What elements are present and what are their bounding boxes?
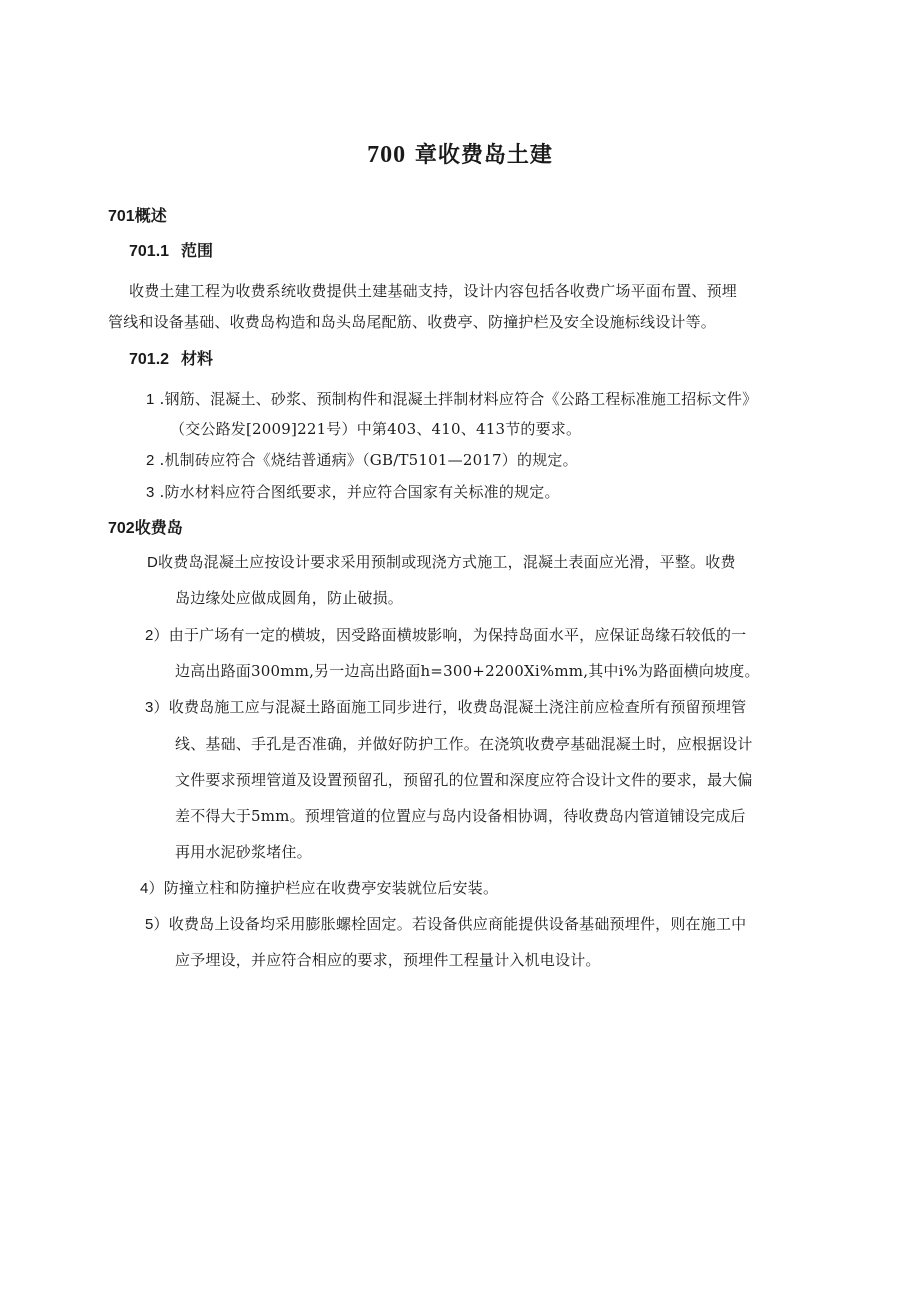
toll-island-item-3-continuation: 再用水泥砂浆堵住。 [175,843,312,861]
list-item-text: 由于广场有一定的横坡，因受路面横坡影响，为保持岛面水平，应保证岛缘石较低的一 [168,626,747,644]
section-701-heading [108,203,167,226]
materials-item-3 [146,481,560,502]
list-marker: 4） [140,880,164,897]
toll-island-item-1 [147,551,736,572]
toll-island-item-3-continuation: 文件要求预埋管道及设置预留孔，预留孔的位置和深度应符合设计文件的要求，最大偏 [175,771,753,789]
toll-island-item-3-continuation: 线、基础、手孔是否准确，并做好防护工作。在浇筑收费亭基础混凝土时，应根据设计 [175,735,753,753]
list-marker: 3 [146,484,155,501]
toll-island-item-2-continuation: 边高出路面300mm,另一边高出路面h=300+2200Xi%mm,其中i%为路面横向坡度。 [175,662,760,680]
list-marker: 1 [146,391,155,408]
chapter-title: 章收费岛土建 [414,142,553,168]
subsection-title: 材料 [181,349,214,368]
subsection-number: 701.1 [129,243,170,260]
section-702-heading [108,515,183,538]
subsection-701-1-heading [129,238,213,261]
section-title: 收费岛 [134,518,183,537]
subsection-701-2-heading [129,346,213,369]
chapter-number: 700 [367,142,407,168]
subsection-title: 范围 [181,241,214,260]
list-item-text: 收费岛上设备均采用膨胀螺栓固定。若设备供应商能提供设备基础预埋件，则在施工中 [168,915,747,933]
subsection-number: 701.2 [129,351,170,368]
toll-island-item-3-continuation: 差不得大于5mm。预埋管道的位置应与岛内设备相协调，待收费岛内管道铺设完成后 [175,807,746,825]
list-marker: 2） [145,627,169,644]
toll-island-item-2 [145,624,746,645]
list-item-text: 收费岛施工应与混凝土路面施工同步进行，收费岛混凝土浇注前应检查所有预留预埋管 [168,698,747,716]
list-item-text: 收费岛混凝土应按设计要求采用预制或现浇方式施工，混凝土表面应光滑，平整。收费 [158,553,736,571]
list-marker: 3） [145,699,169,716]
paragraph-scope-line-2: 管线和设备基础、收费岛构造和岛头岛尾配筋、收费亭、防撞护栏及安全设施标线设计等。 [108,313,717,331]
section-number: 701 [108,208,135,225]
paragraph-scope-line-1: 收费土建工程为收费系统收费提供土建基础支持，设计内容包括各收费广场平面布置、预埋 [129,282,738,300]
list-item-text: .钢筋、混凝土、砂浆、预制构件和混凝土拌制材料应符合《公路工程标准施工招标文件》 [159,390,758,408]
toll-island-item-1-continuation: 岛边缘处应做成圆角，防止破损。 [175,589,404,607]
materials-item-2 [146,449,578,470]
toll-island-item-3 [145,696,746,717]
materials-item-1-continuation: （交公路发[2009]221号）中第403、410、413节的要求。 [170,420,582,438]
toll-island-item-4 [140,877,498,898]
list-marker: D [147,554,159,571]
page-title [0,138,920,169]
list-item-text: .防水材料应符合图纸要求，并应符合国家有关标准的规定。 [159,483,560,501]
materials-item-1 [146,388,757,409]
list-item-text: .机制砖应符合《烧结普通病》（GB/T5101—2017）的规定。 [159,451,578,469]
toll-island-item-5-continuation: 应予埋设，并应符合相应的要求，预埋件工程量计入机电设计。 [175,951,601,969]
toll-island-item-5 [145,913,746,934]
list-marker: 2 [146,452,155,469]
list-item-text: 防撞立柱和防撞护栏应在收费亭安装就位后安装。 [163,879,499,897]
section-title: 概述 [134,206,167,225]
list-marker: 5） [145,916,169,933]
section-number: 702 [108,520,135,537]
